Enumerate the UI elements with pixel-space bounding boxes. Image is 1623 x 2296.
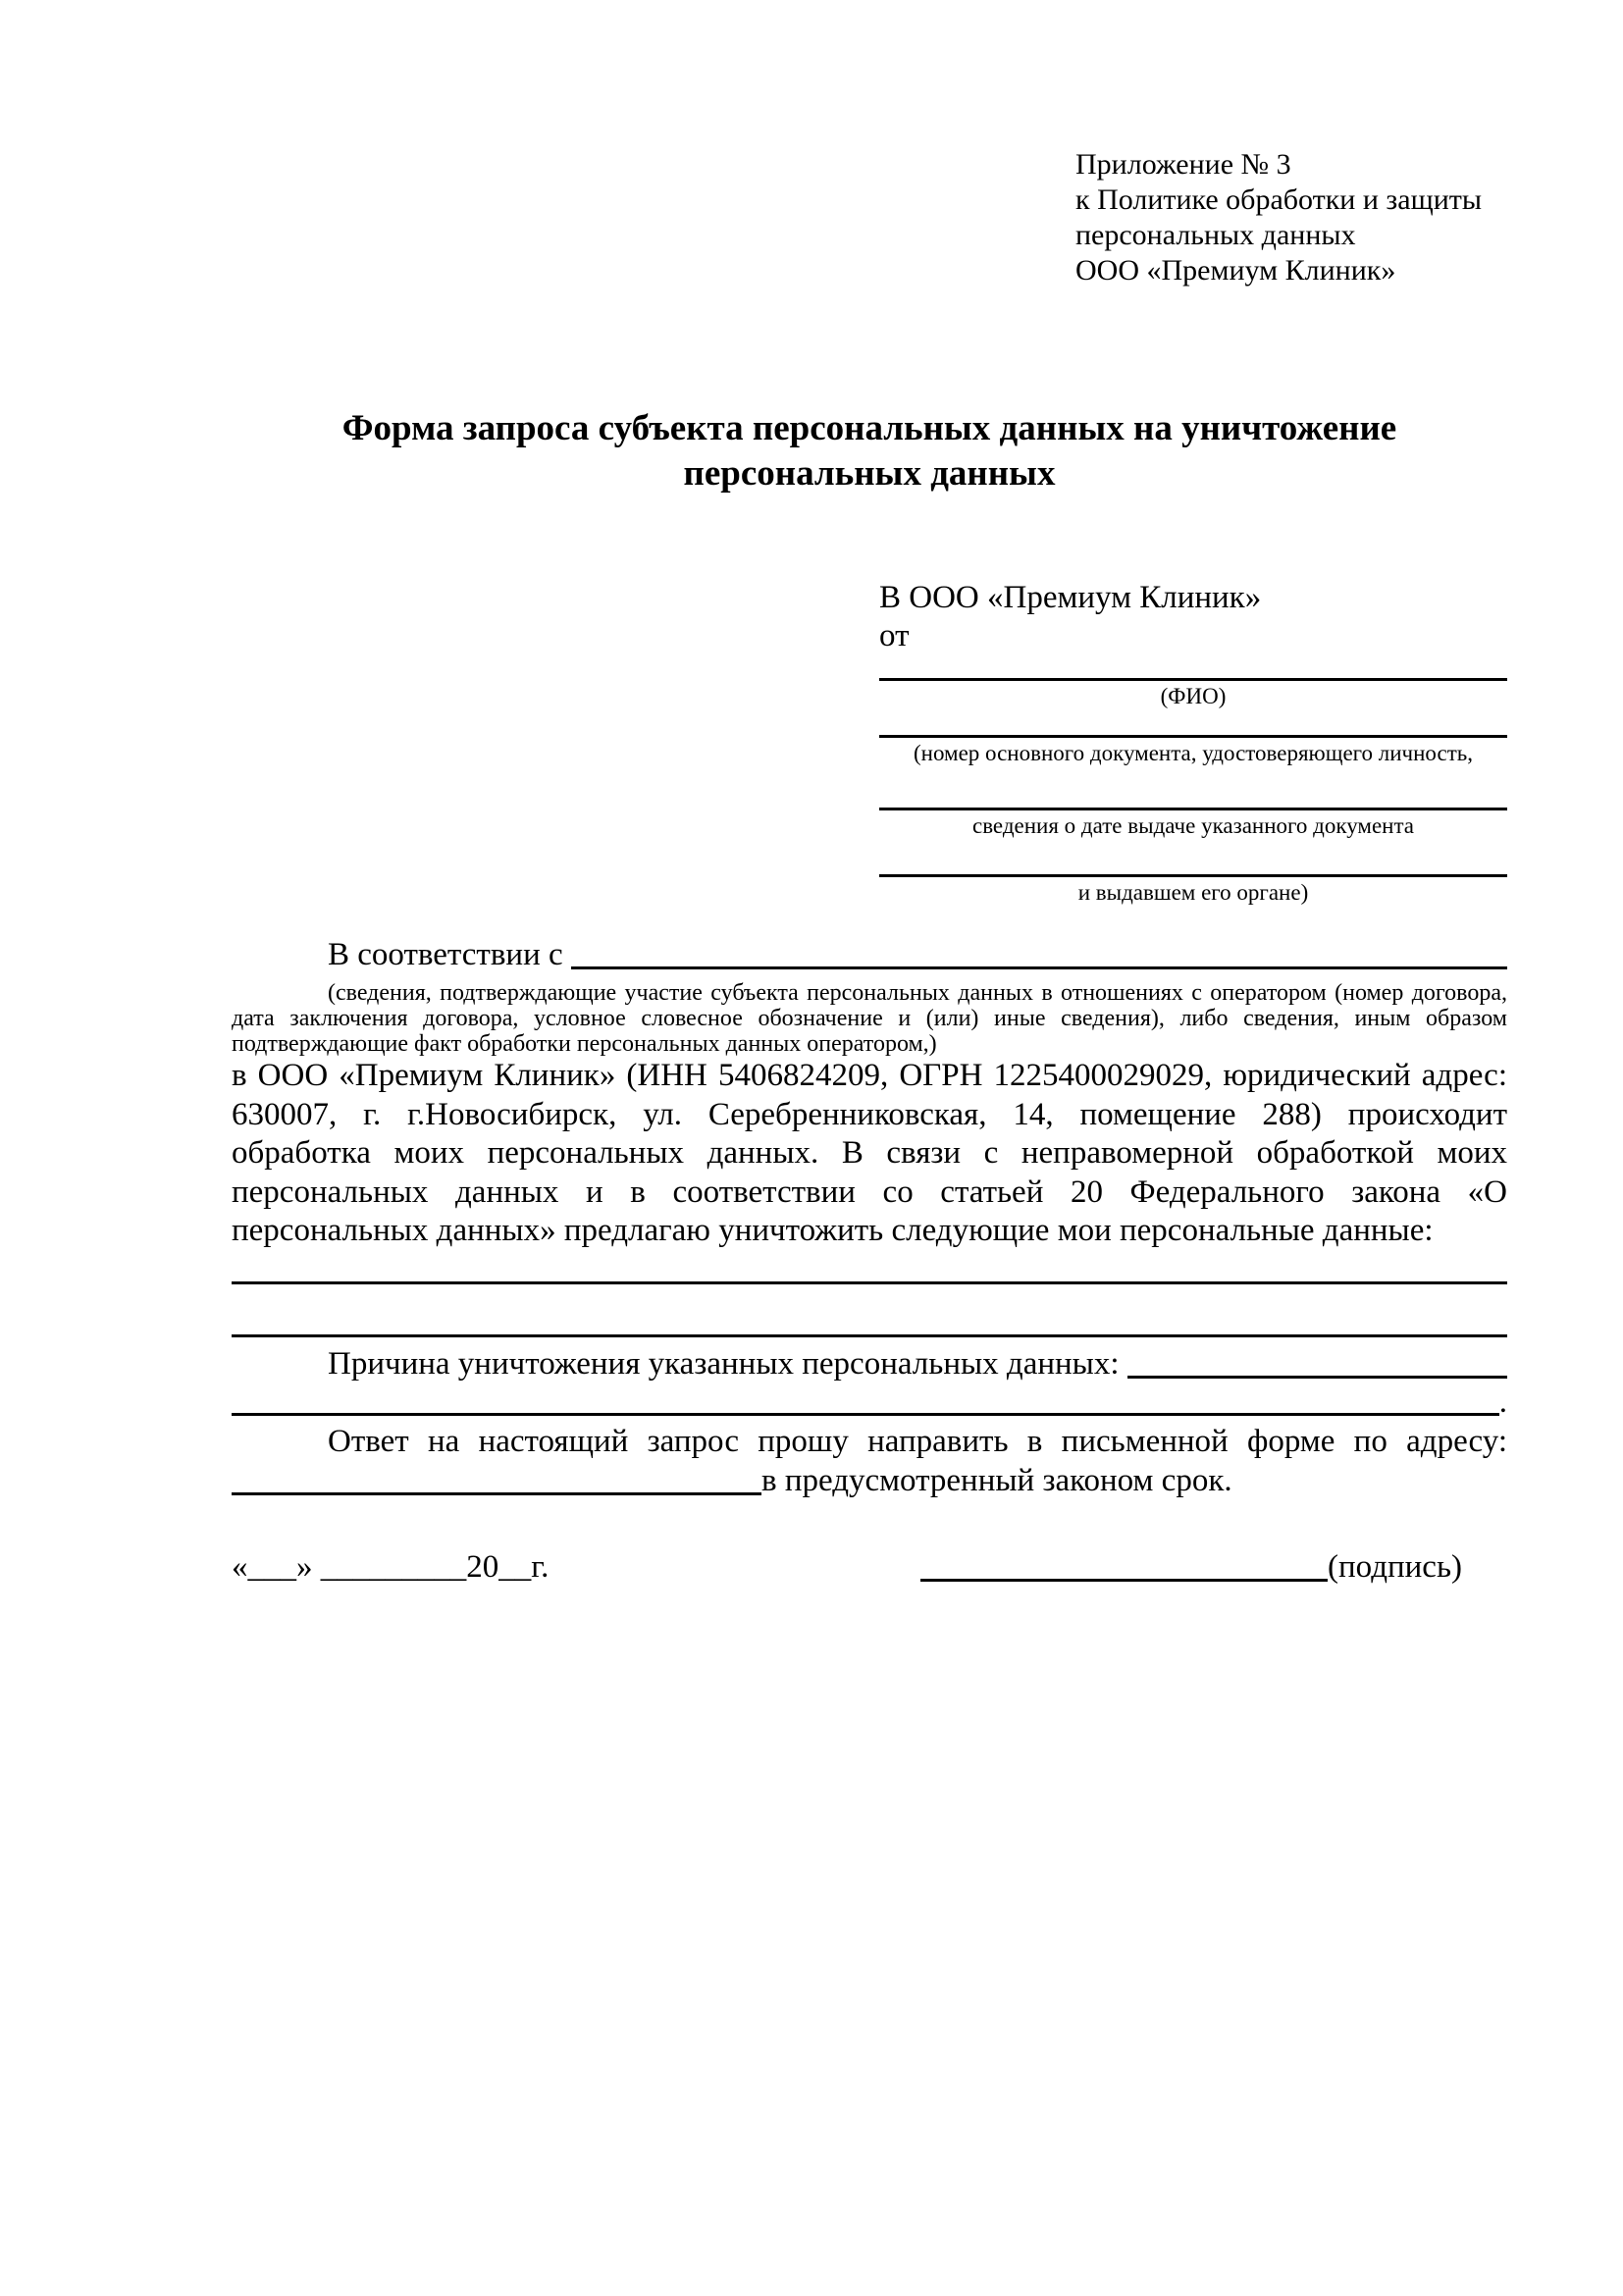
date-line: «___» _________20__г. bbox=[232, 1548, 550, 1585]
fio-blank-line bbox=[879, 655, 1507, 681]
term-text: в предусмотренный законом срок. bbox=[761, 1462, 1232, 1498]
fio-caption: (ФИО) bbox=[1160, 684, 1227, 708]
appendix-header-line-2: к Политике обработки и защиты bbox=[1075, 183, 1483, 216]
personal-data-blank-line-2 bbox=[232, 1284, 1507, 1337]
reason-continuation-row bbox=[232, 1383, 1507, 1421]
fine-print-note: (сведения, подтверждающие участие субъекта персональных данных в отношениях с оператором (номер договора, дата заключения договора, условное словесное обозначение и (или) иные сведения), либо сведения, иным образом подтверждающие факт обработки персональных данных оператором,) bbox=[232, 980, 1507, 1057]
accordance-label: В соответствии с bbox=[328, 937, 571, 972]
accordance-row bbox=[232, 936, 1507, 974]
signature-blank-line bbox=[920, 1579, 1328, 1582]
addressee-block bbox=[879, 579, 1507, 905]
reason-label: Причина уничтожения указанных персональных данных: bbox=[328, 1345, 1127, 1382]
appendix-header bbox=[1075, 147, 1507, 288]
reason-row bbox=[232, 1345, 1507, 1383]
document-number-blank-line bbox=[879, 708, 1507, 738]
address-blank-line bbox=[232, 1492, 761, 1495]
issue-date-blank-line bbox=[879, 765, 1507, 810]
signature-group bbox=[920, 1547, 1462, 1587]
document-title bbox=[232, 406, 1507, 496]
appendix-header-line-4: ООО «Премиум Клиник» bbox=[1075, 254, 1396, 287]
addressee-to: В ООО «Премиум Клиник» bbox=[879, 580, 1262, 615]
document-title-line-2: персональных данных bbox=[683, 453, 1056, 494]
issue-date-caption: сведения о дате выдаче указанного документа bbox=[971, 813, 1415, 838]
document-title-line-1: Форма запроса субъекта персональных данных на уничтожение bbox=[341, 408, 1397, 448]
issuing-authority-blank-line bbox=[879, 838, 1507, 877]
signature-label: (подпись) bbox=[1328, 1548, 1462, 1585]
appendix-header-line-1: Приложение № 3 bbox=[1075, 148, 1291, 181]
personal-data-blank-line-1 bbox=[232, 1251, 1507, 1284]
document-number-caption: (номер основного документа, удостоверяющего личность, bbox=[913, 741, 1473, 765]
issuing-authority-caption: и выдавшем его органе) bbox=[1077, 880, 1309, 905]
main-paragraph: в ООО «Премиум Клиник» (ИНН 5406824209, ОГРН 1225400029029, юридический адрес: 630007, г. г.Новосибирск, ул. Серебренниковская, 14, помещение 288) происходит обработка моих персональных данных. В связи с неправомерной обработкой моих персональных данных и в соответствии со статьей 20 Федерального закона «О персональных данных» предлагаю уничтожить следующие мои персональные данные: bbox=[232, 1058, 1507, 1248]
address-term-row bbox=[232, 1461, 1507, 1500]
reason-continuation-blank-line bbox=[232, 1413, 1499, 1416]
reason-blank-line bbox=[1127, 1376, 1507, 1379]
signature-row bbox=[232, 1547, 1507, 1587]
response-request-line: Ответ на настоящий запрос прошу направить в письменной форме по адресу: bbox=[328, 1423, 1507, 1459]
appendix-header-line-3: персональных данных bbox=[1075, 219, 1356, 251]
period-text: . bbox=[1498, 1383, 1507, 1420]
addressee-from: от bbox=[879, 618, 910, 653]
accordance-blank-line bbox=[571, 966, 1507, 969]
